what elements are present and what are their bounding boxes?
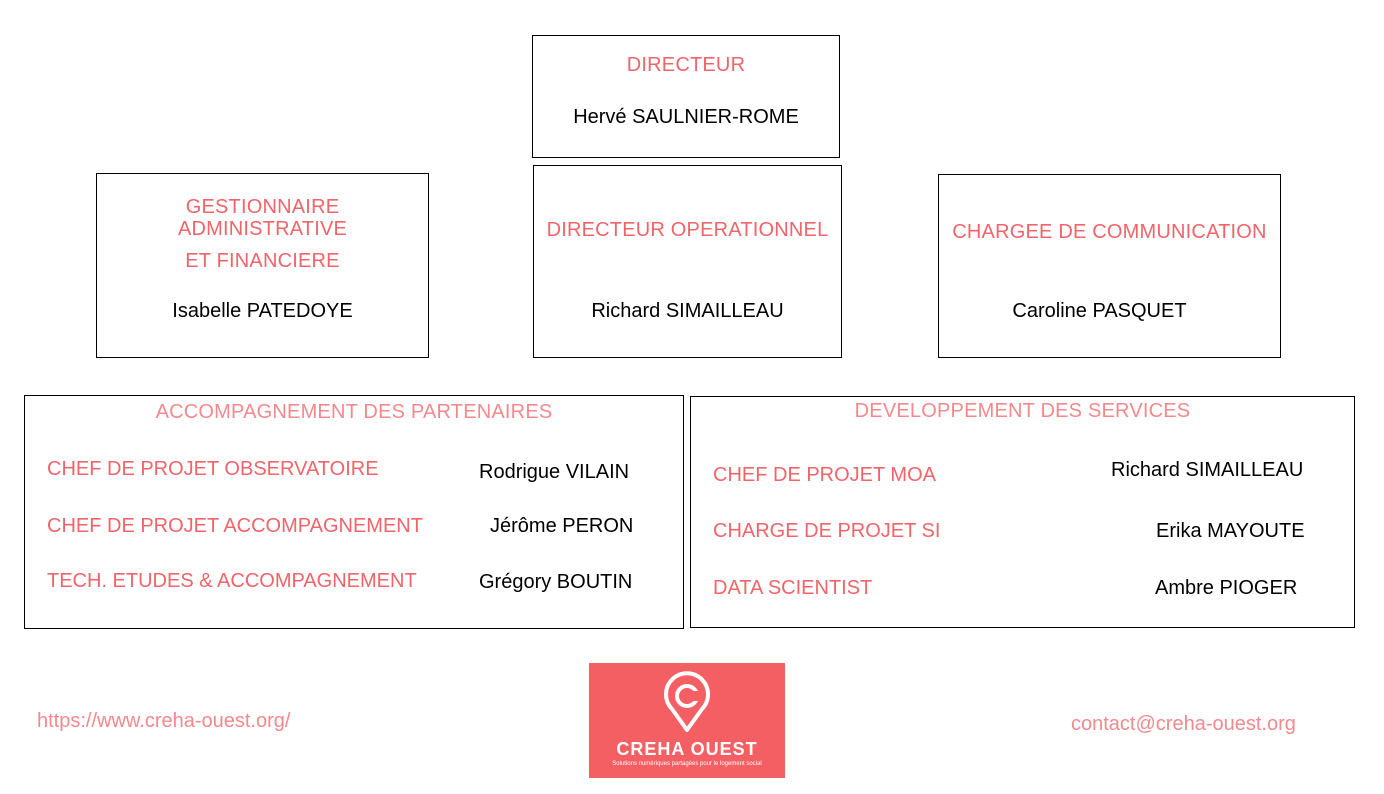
developpement-name-2: Erika MAYOUTE: [1156, 520, 1305, 542]
creha-ouest-logo: [589, 663, 785, 778]
communication-role: CHARGEE DE COMMUNICATION: [952, 221, 1267, 243]
developpement-name-3: Ambre PIOGER: [1155, 577, 1298, 599]
director-role: DIRECTEUR: [626, 54, 746, 76]
gestionnaire-name: Isabelle PATEDOYE: [172, 300, 353, 322]
director-name: Hervé SAULNIER-ROME: [573, 106, 799, 128]
location-pin-icon: [589, 663, 785, 738]
accompagnement-role-3: TECH. ETUDES & ACCOMPAGNEMENT: [47, 570, 417, 592]
communication-box: [938, 174, 1281, 358]
developpement-box: [690, 396, 1355, 628]
accompagnement-box: [24, 395, 684, 629]
developpement-title: DEVELOPPEMENT DES SERVICES: [854, 400, 1191, 422]
website-link[interactable]: https://www.creha-ouest.org/: [37, 710, 291, 732]
gestionnaire-box: [96, 173, 429, 358]
accompagnement-name-3: Grégory BOUTIN: [479, 571, 633, 593]
email-link[interactable]: contact@creha-ouest.org: [1071, 713, 1296, 735]
developpement-role-2: CHARGE DE PROJET SI: [713, 520, 941, 542]
accompagnement-role-1: CHEF DE PROJET OBSERVATOIRE: [47, 458, 379, 480]
accompagnement-role-2: CHEF DE PROJET ACCOMPAGNEMENT: [47, 515, 423, 537]
operationnel-box: [533, 165, 842, 358]
director-box: [532, 35, 840, 158]
operationnel-name: Richard SIMAILLEAU: [591, 300, 784, 322]
operationnel-role: DIRECTEUR OPERATIONNEL: [546, 219, 829, 241]
developpement-role-1: CHEF DE PROJET MOA: [713, 464, 936, 486]
logo-tagline: Solutions numériques partagées pour le logement social: [612, 761, 762, 767]
accompagnement-title: ACCOMPAGNEMENT DES PARTENAIRES: [155, 401, 553, 423]
gestionnaire-role-line-3: ET FINANCIERE: [185, 250, 340, 272]
gestionnaire-role-line-1: GESTIONNAIRE: [185, 196, 340, 218]
developpement-role-3: DATA SCIENTIST: [713, 577, 873, 599]
logo-name: CREHA OUEST: [616, 739, 758, 759]
communication-name: Caroline PASQUET: [1012, 300, 1187, 322]
gestionnaire-role-line-2: ADMINISTRATIVE: [177, 218, 348, 240]
accompagnement-name-2: Jérôme PERON: [490, 515, 634, 537]
developpement-name-1: Richard SIMAILLEAU: [1111, 459, 1304, 481]
accompagnement-name-1: Rodrigue VILAIN: [479, 461, 630, 483]
